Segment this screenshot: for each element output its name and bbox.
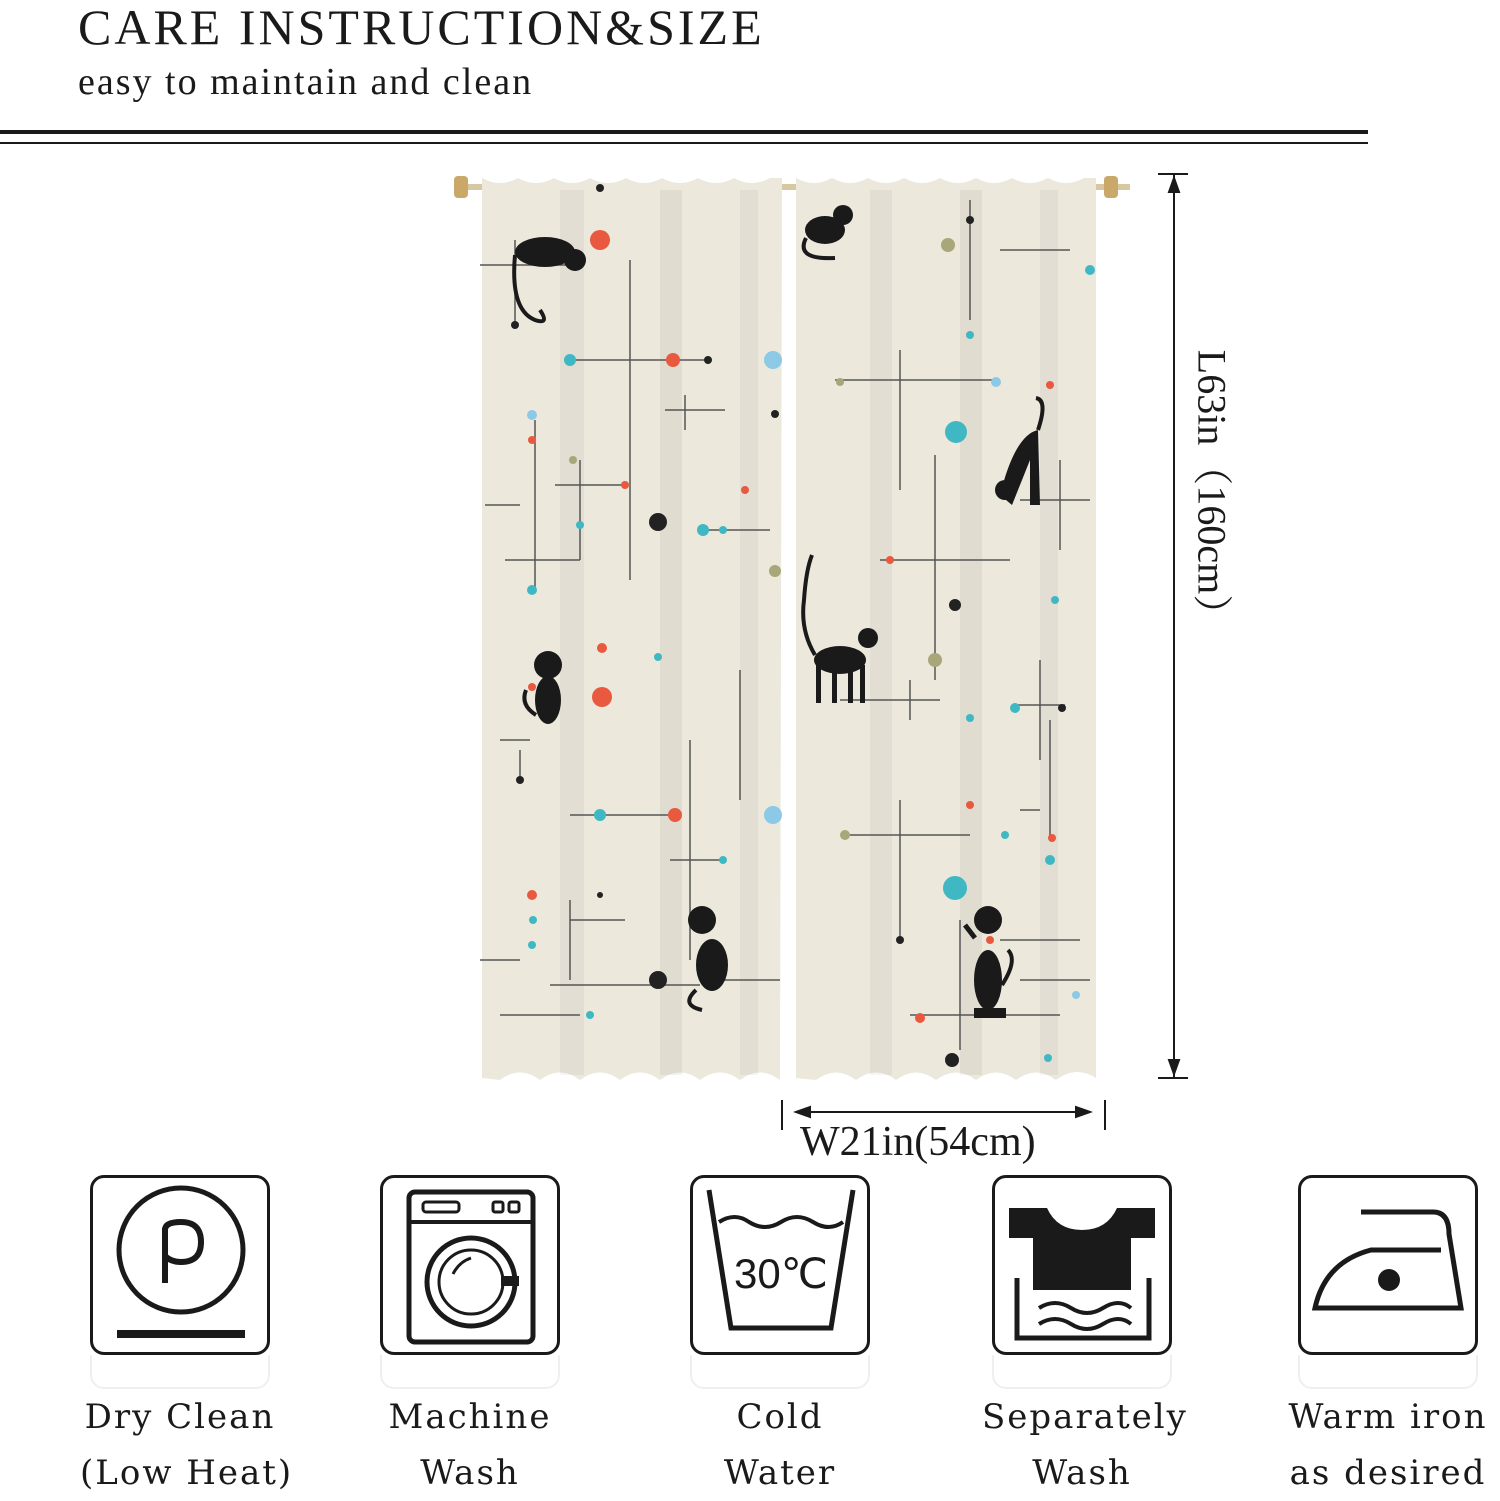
machine-wash-icon [380, 1175, 560, 1355]
length-dimension-line [1158, 174, 1188, 1078]
rod-finial-left [454, 176, 468, 198]
divider-thin [0, 142, 1368, 144]
care-item-dry-clean [80, 1175, 294, 1501]
care-caption-line2: (Low Heat) [80, 1453, 294, 1493]
care-caption-line1: Machine [388, 1397, 552, 1437]
care-caption-line2: Wash [1032, 1453, 1132, 1493]
care-item-warm-iron [1288, 1175, 1488, 1501]
cold-water-icon [690, 1175, 870, 1355]
length-label: L63in（160cm） [1189, 349, 1235, 635]
curtain-panel-right [796, 178, 1096, 1080]
care-caption-line1: Separately [982, 1397, 1188, 1437]
care-item-cold-water [680, 1175, 880, 1501]
separately-wash-icon [992, 1175, 1172, 1355]
rod-finial-right [1104, 176, 1118, 198]
temperature-label: 30℃ [734, 1250, 828, 1297]
care-item-separately-wash [982, 1175, 1188, 1501]
width-label: W21in(54cm) [800, 1119, 1036, 1165]
divider-thick [0, 130, 1368, 134]
curtain-illustration [440, 160, 1240, 1140]
care-caption-line1: Dry Clean [84, 1397, 276, 1437]
page-subtitle: easy to maintain and clean [78, 61, 534, 103]
dry-clean-icon [90, 1175, 270, 1355]
care-caption-line2: Water [723, 1453, 837, 1493]
care-caption-line2: Wash [420, 1453, 520, 1493]
care-caption-line1: Warm iron [1288, 1397, 1488, 1437]
care-item-machine-wash [370, 1175, 570, 1501]
warm-iron-icon [1298, 1175, 1478, 1355]
page-title: CARE INSTRUCTION&SIZE [78, 0, 765, 55]
care-caption-line1: Cold [736, 1397, 824, 1437]
care-caption-line2: as desired [1289, 1453, 1487, 1493]
